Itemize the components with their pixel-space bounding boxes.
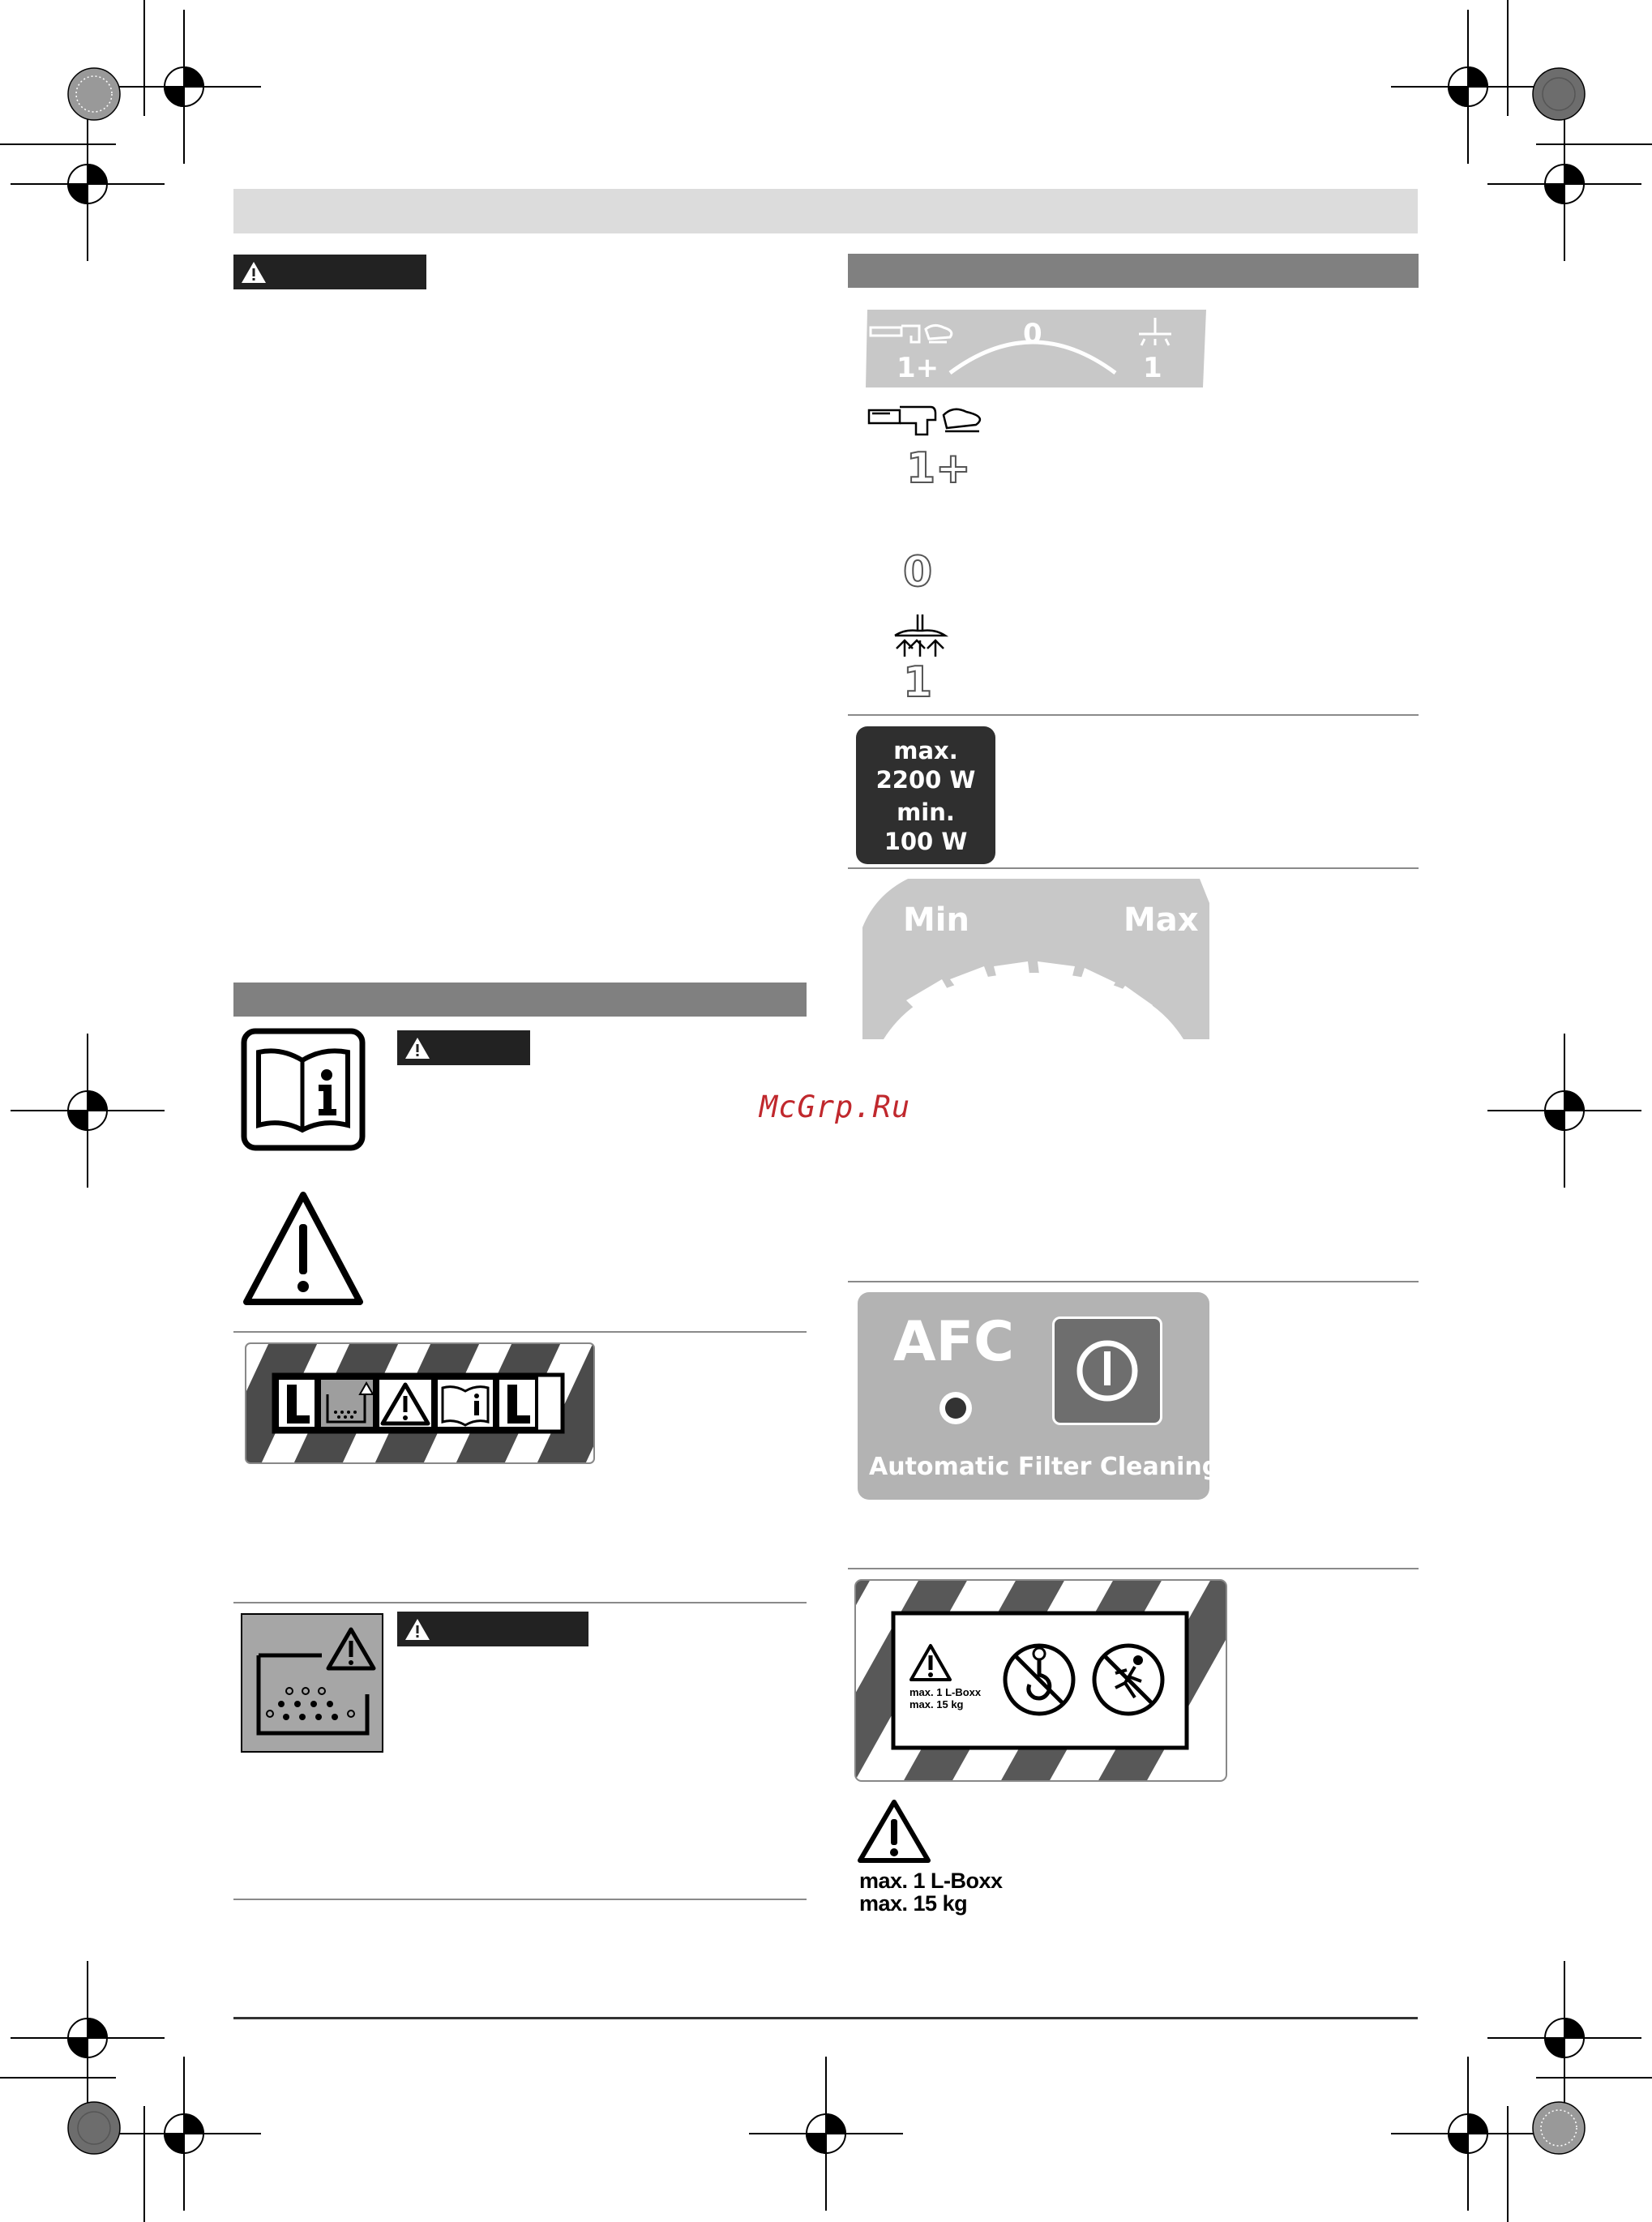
warning-triangle-icon — [404, 1617, 431, 1642]
divider-left-2 — [233, 1602, 807, 1603]
divider-right-3 — [848, 1281, 1419, 1282]
section-bar-right — [848, 254, 1419, 288]
power-icon — [1055, 1319, 1160, 1423]
legend-vacuum-mode: 1 — [903, 658, 933, 707]
suction-power-dial — [859, 879, 1209, 1039]
dust-hazard-icon — [241, 1613, 383, 1753]
load-warning-icon — [856, 1798, 932, 1865]
warning-triangle-icon — [404, 1036, 431, 1060]
power-min-label: min. — [897, 798, 955, 826]
dust-class-label — [245, 1342, 595, 1464]
divider-left-3 — [233, 1899, 807, 1900]
warning-triangle-icon — [240, 260, 267, 285]
afc-status-led-icon — [937, 1389, 974, 1427]
load-label-boxx-limit: max. 1 L-Boxx — [909, 1686, 982, 1698]
load-warning-boxx-limit: max. 1 L-Boxx — [859, 1869, 1003, 1893]
afc-title: AFC — [893, 1310, 1014, 1374]
afc-caption: Automatic Filter Cleaning — [869, 1453, 1220, 1481]
mode-switch-panel — [859, 303, 1209, 389]
read-manual-icon — [241, 1028, 366, 1151]
legend-power-tool-mode: 1+ — [906, 444, 971, 493]
load-limit-label — [854, 1579, 1227, 1782]
general-warning-icon — [242, 1188, 365, 1310]
power-max-value: 2200 W — [875, 766, 976, 794]
warning-tag-manual — [397, 1030, 530, 1065]
divider-right-2 — [848, 867, 1419, 869]
power-max-label: max. — [893, 737, 958, 764]
afc-panel — [858, 1292, 1220, 1500]
load-label-background — [854, 1579, 1227, 1782]
afc-power-button[interactable] — [1052, 1317, 1162, 1425]
power-tool-mode-icon — [866, 399, 994, 439]
page-header-band — [233, 189, 1418, 233]
load-label-weight-limit: max. 15 kg — [909, 1698, 964, 1710]
vacuum-nozzle-mode-icon — [888, 613, 952, 660]
divider-left-1 — [233, 1331, 807, 1333]
watermark: McGrp.Ru — [759, 1090, 911, 1124]
section-bar-left — [233, 983, 807, 1017]
power-min-value: 100 W — [884, 828, 968, 855]
warning-tag-top — [233, 255, 426, 289]
footer-rule — [233, 2017, 1418, 2019]
legend-off-mode: 0 — [903, 548, 933, 597]
load-warning-weight-limit: max. 15 kg — [859, 1891, 968, 1916]
suction-min-label: Min — [903, 901, 969, 939]
mode-switch-left-label: 1+ — [897, 352, 939, 384]
warning-tag-dust — [397, 1612, 588, 1646]
power-socket-label — [856, 726, 995, 864]
suction-max-label: Max — [1123, 901, 1199, 939]
divider-right-1 — [848, 714, 1419, 716]
divider-right-4 — [848, 1568, 1419, 1569]
mode-switch-right-label: 1 — [1143, 352, 1162, 384]
mode-switch-center-label: 0 — [1023, 318, 1042, 350]
